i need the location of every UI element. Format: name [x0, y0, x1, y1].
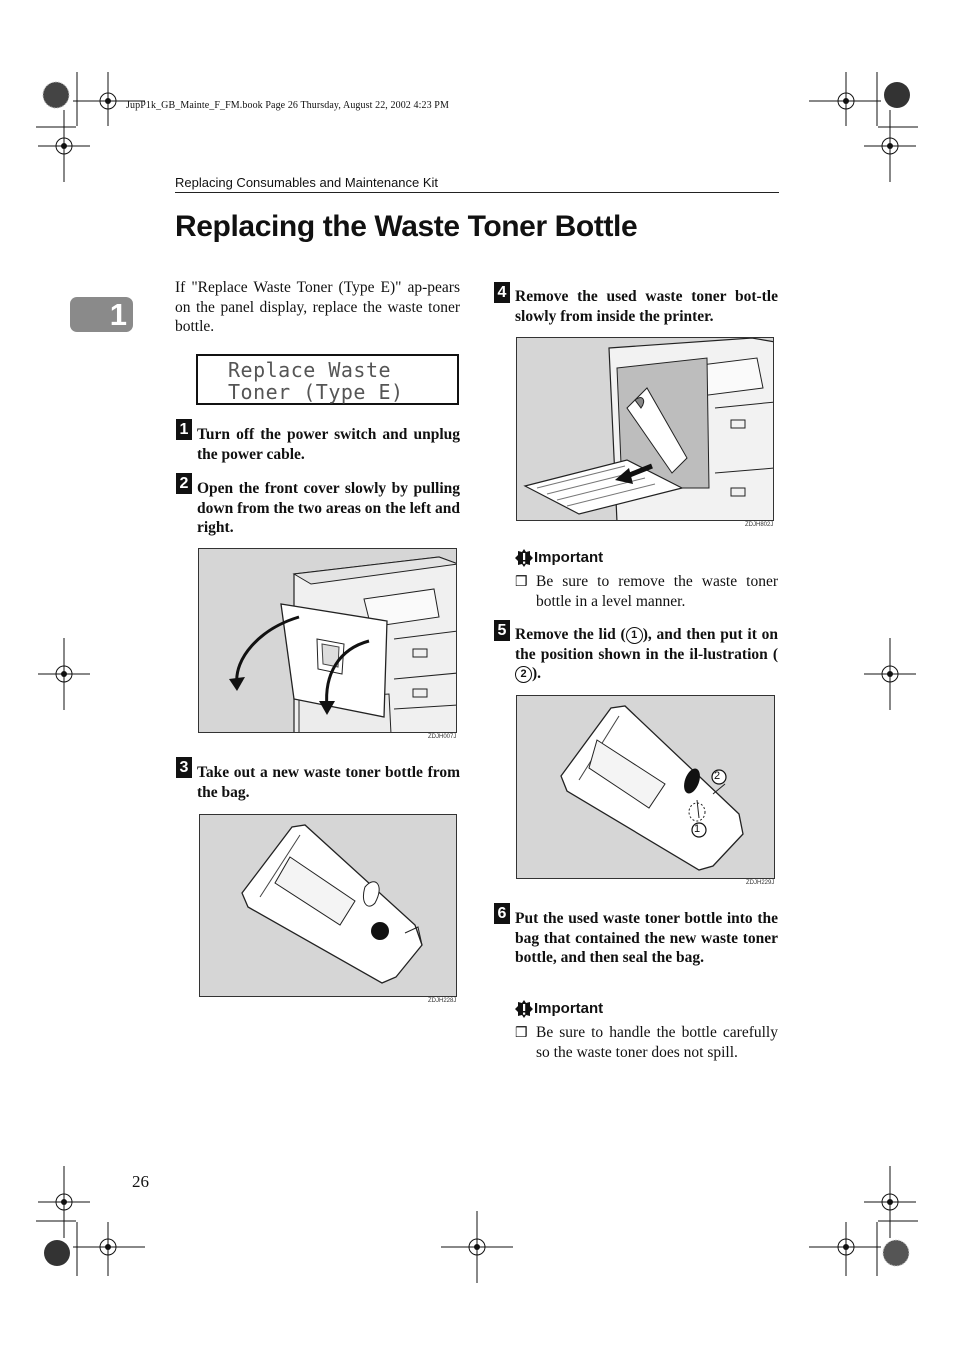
important-heading-2: Important: [534, 1000, 604, 1017]
panel-display: [196, 354, 459, 405]
step-4-text: Remove the used waste toner bot-tle slowly from inside the printer.: [515, 288, 778, 325]
figure-new-toner-bottle: [199, 814, 457, 997]
figure-remove-lid: [516, 695, 775, 879]
step-2-text: Open the front cover slowly by pulling down from the two areas on the left and right.: [197, 480, 460, 536]
panel-line-2: Toner (Type E): [228, 380, 404, 404]
callout-1-inline: 1: [626, 627, 643, 644]
figure-remove-used-bottle: [516, 337, 774, 521]
print-info-line: JupP1k_GB_Mainte_F_FM.book Page 26 Thursday, August 22, 2002 4:23 PM: [126, 100, 449, 111]
bullet-box-1: ❒: [515, 575, 528, 590]
chapter-tab: [70, 297, 133, 332]
step-5-text: Remove the lid ( 1 ), and then put it on the position shown in the il-lustration (2 ).: [515, 626, 778, 682]
panel-line-1: Replace Waste: [228, 358, 392, 382]
step-6-text: Put the used waste toner bottle into the bag that contained the new waste toner bottle, and then seal the bag.: [515, 910, 778, 966]
running-header: Replacing Consumables and Maintenance Kit: [175, 175, 439, 190]
page-number: 26: [132, 1172, 149, 1191]
figure-callout-2: 2: [714, 770, 721, 782]
important-heading-1: Important: [534, 549, 604, 566]
chapter-number: 1: [109, 297, 127, 332]
figure-code-3: ZDJH228J: [428, 998, 457, 1004]
step-5-number: 5: [494, 620, 510, 641]
bullet-box-2: ❒: [515, 1026, 528, 1041]
step-1-number: 1: [176, 419, 192, 440]
page-title: Replacing the Waste Toner Bottle: [175, 210, 638, 243]
figure-code-4: ZDJH802J: [745, 522, 774, 528]
step-2-number: 2: [176, 473, 192, 494]
figure-open-front-cover: [198, 548, 457, 733]
header-rule: [175, 192, 779, 193]
important-text-1: Be sure to remove the waste toner bottle in a level manner.: [536, 573, 778, 610]
step-3-number: 3: [176, 757, 192, 778]
important-icon: [515, 549, 533, 567]
figure-callout-1: 1: [694, 823, 701, 835]
step-4-number: 4: [494, 282, 510, 303]
important-text-2: Be sure to handle the bottle carefully so the waste toner does not spill.: [536, 1024, 778, 1061]
intro-text: If "Replace Waste Toner (Type E)" ap-pears on the panel display, replace the waste toner bottle.: [175, 279, 460, 335]
callout-2-inline: 2: [515, 666, 532, 683]
figure-code-2: ZDJH007J: [428, 734, 457, 740]
step-3-text: Take out a new waste toner bottle from the bag.: [197, 764, 460, 801]
step-6-number: 6: [494, 903, 510, 924]
step-1-text: Turn off the power switch and unplug the power cable.: [197, 426, 460, 463]
important-icon: [515, 1000, 533, 1018]
figure-code-5: ZDJH229J: [746, 880, 775, 886]
